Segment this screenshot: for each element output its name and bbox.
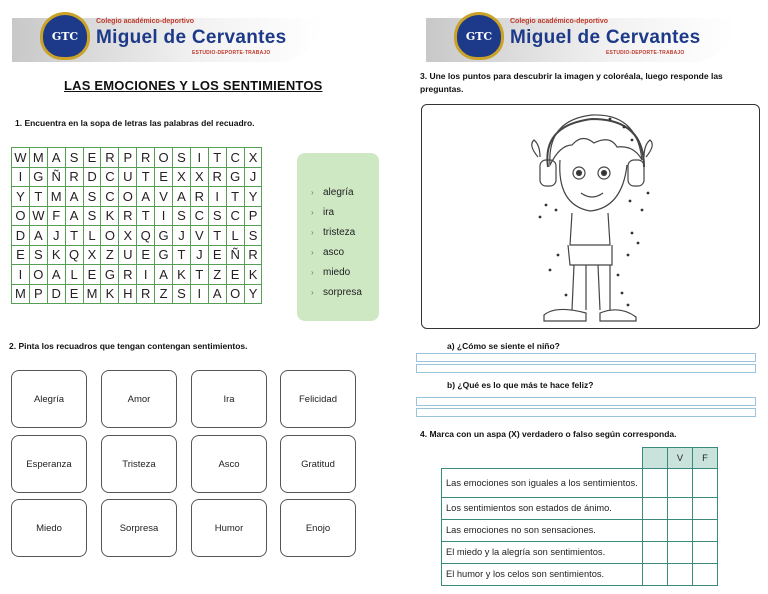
answer-line-a2[interactable] <box>416 364 756 373</box>
grid-cell[interactable]: I <box>155 206 173 226</box>
header-empty-cell <box>643 448 668 469</box>
mark-cell-f[interactable] <box>693 564 718 586</box>
grid-row <box>12 226 262 246</box>
grid-cell[interactable]: X <box>190 167 208 187</box>
table-row <box>442 564 718 586</box>
emotion-card[interactable]: Alegría <box>11 370 87 428</box>
word-item: › alegría <box>311 183 379 203</box>
grid-cell[interactable]: A <box>47 148 65 168</box>
grid-cell[interactable]: A <box>47 265 65 285</box>
emotion-card[interactable]: Enojo <box>280 499 356 557</box>
mark-cell-v[interactable] <box>668 542 693 564</box>
header-v: V <box>668 448 693 469</box>
emotion-card[interactable]: Asco <box>191 435 267 493</box>
emotion-card[interactable]: Felicidad <box>280 370 356 428</box>
grid-cell[interactable]: T <box>137 206 155 226</box>
mark-cell-v[interactable] <box>668 469 693 498</box>
grid-cell[interactable]: A <box>29 226 47 246</box>
grid-cell[interactable]: T <box>208 148 226 168</box>
grid-cell[interactable]: I <box>137 265 155 285</box>
grid-cell[interactable]: S <box>65 148 83 168</box>
emotion-card[interactable]: Humor <box>191 499 267 557</box>
grid-cell[interactable]: R <box>137 148 155 168</box>
grid-cell[interactable]: I <box>12 167 30 187</box>
connect-dots-image-frame <box>421 104 760 329</box>
grid-cell[interactable]: X <box>119 226 137 246</box>
grid-cell[interactable]: X <box>244 148 262 168</box>
grid-cell[interactable]: G <box>226 167 244 187</box>
emotion-card[interactable]: Sorpresa <box>101 499 177 557</box>
school-subtitle: Colegio académico-deportivo <box>510 18 609 25</box>
answer-line-a1[interactable] <box>416 353 756 362</box>
grid-cell[interactable]: T <box>226 187 244 207</box>
mark-cell-f[interactable] <box>693 498 718 520</box>
grid-cell[interactable]: O <box>29 265 47 285</box>
true-false-table <box>441 447 718 586</box>
grid-cell[interactable]: E <box>12 245 30 265</box>
grid-cell[interactable]: R <box>65 167 83 187</box>
table-row <box>442 469 718 498</box>
mark-cell-v[interactable] <box>668 520 693 542</box>
grid-cell[interactable]: T <box>208 226 226 246</box>
grid-cell[interactable]: E <box>226 265 244 285</box>
grid-cell[interactable]: M <box>83 284 101 304</box>
grid-cell[interactable]: E <box>137 245 155 265</box>
grid-cell[interactable]: L <box>83 226 101 246</box>
grid-row <box>12 187 262 207</box>
school-seal-logo: GTC <box>454 12 504 60</box>
grid-cell[interactable]: O <box>155 148 173 168</box>
grid-cell[interactable]: E <box>83 265 101 285</box>
grid-cell[interactable]: O <box>119 187 137 207</box>
grid-cell[interactable]: J <box>190 245 208 265</box>
grid-cell[interactable]: M <box>12 284 30 304</box>
grid-cell[interactable]: R <box>244 245 262 265</box>
grid-cell[interactable]: V <box>190 226 208 246</box>
grid-cell[interactable]: C <box>226 206 244 226</box>
grid-cell[interactable]: E <box>83 148 101 168</box>
emotion-card[interactable]: Amor <box>101 370 177 428</box>
grid-cell[interactable]: C <box>190 206 208 226</box>
grid-cell[interactable]: K <box>101 206 119 226</box>
answer-line-b2[interactable] <box>416 408 756 417</box>
grid-cell[interactable]: C <box>226 148 244 168</box>
school-motto: ESTUDIO-DEPORTE-TRABAJO <box>606 50 685 56</box>
grid-cell[interactable]: D <box>12 226 30 246</box>
grid-cell[interactable]: S <box>208 206 226 226</box>
grid-cell[interactable]: E <box>208 245 226 265</box>
grid-cell[interactable]: X <box>173 167 191 187</box>
mark-cell-f[interactable] <box>693 469 718 498</box>
grid-cell[interactable]: U <box>119 167 137 187</box>
mark-cell[interactable] <box>643 564 668 586</box>
statement: Las emociones no son sensaciones. <box>442 520 643 542</box>
grid-cell[interactable]: O <box>101 226 119 246</box>
grid-cell[interactable]: Z <box>101 245 119 265</box>
emotion-card[interactable]: Ira <box>191 370 267 428</box>
school-subtitle: Colegio académico-deportivo <box>96 18 195 25</box>
grid-cell[interactable]: I <box>190 148 208 168</box>
emotion-card[interactable]: Miedo <box>11 499 87 557</box>
grid-cell[interactable]: I <box>208 187 226 207</box>
grid-cell[interactable]: S <box>173 284 191 304</box>
word-item: › miedo <box>311 263 379 283</box>
page-title: LAS EMOCIONES Y LOS SENTIMIENTOS <box>64 78 323 93</box>
grid-row <box>12 148 262 168</box>
grid-cell[interactable]: L <box>226 226 244 246</box>
grid-cell[interactable]: E <box>65 284 83 304</box>
grid-cell[interactable]: X <box>83 245 101 265</box>
grid-cell[interactable]: O <box>12 206 30 226</box>
grid-cell[interactable]: C <box>101 167 119 187</box>
grid-row <box>12 206 262 226</box>
question-a: a) ¿Cómo se siente el niño? <box>447 341 560 351</box>
mark-cell-f[interactable] <box>693 542 718 564</box>
grid-row <box>12 265 262 285</box>
grid-cell[interactable]: W <box>29 206 47 226</box>
grid-cell[interactable]: Ñ <box>47 167 65 187</box>
grid-cell[interactable]: K <box>101 284 119 304</box>
grid-row <box>12 284 262 304</box>
school-name: Miguel de Cervantes <box>510 27 701 48</box>
answer-line-b1[interactable] <box>416 397 756 406</box>
statement: El humor y los celos son sentimientos. <box>442 564 643 586</box>
grid-cell[interactable]: T <box>190 265 208 285</box>
grid-cell[interactable]: T <box>137 167 155 187</box>
grid-cell[interactable]: S <box>83 187 101 207</box>
grid-cell[interactable]: R <box>190 187 208 207</box>
grid-cell[interactable]: E <box>155 167 173 187</box>
emotion-card[interactable]: Esperanza <box>11 435 87 493</box>
grid-cell[interactable]: W <box>12 148 30 168</box>
word-item: › asco <box>311 243 379 263</box>
mark-cell-v[interactable] <box>668 564 693 586</box>
grid-cell[interactable]: S <box>173 206 191 226</box>
grid-cell[interactable]: Q <box>137 226 155 246</box>
grid-cell[interactable]: D <box>83 167 101 187</box>
grid-cell[interactable]: J <box>47 226 65 246</box>
word-list-box <box>297 153 379 321</box>
mark-cell-f[interactable] <box>693 520 718 542</box>
grid-row <box>12 167 262 187</box>
grid-cell[interactable]: Y <box>244 187 262 207</box>
word-item: › ira <box>311 203 379 223</box>
grid-cell[interactable]: P <box>29 284 47 304</box>
header-f: F <box>693 448 718 469</box>
header-blank <box>442 448 643 469</box>
grid-cell[interactable]: G <box>155 226 173 246</box>
grid-cell[interactable]: O <box>226 284 244 304</box>
grid-cell[interactable]: L <box>65 265 83 285</box>
grid-cell[interactable]: S <box>244 226 262 246</box>
word-item: › tristeza <box>311 223 379 243</box>
grid-cell[interactable]: G <box>101 265 119 285</box>
grid-cell[interactable]: P <box>244 206 262 226</box>
table-row <box>442 498 718 520</box>
connect-dots-boy-illustration <box>422 105 759 328</box>
mark-cell[interactable] <box>643 469 668 498</box>
grid-cell[interactable]: J <box>244 167 262 187</box>
table-header-row <box>442 448 718 469</box>
grid-cell[interactable]: J <box>173 226 191 246</box>
grid-cell[interactable]: A <box>65 206 83 226</box>
school-header-right <box>426 10 746 62</box>
grid-cell[interactable]: A <box>65 187 83 207</box>
mark-cell[interactable] <box>643 498 668 520</box>
statement: Las emociones son iguales a los sentimientos. <box>442 469 643 498</box>
grid-cell[interactable]: S <box>83 206 101 226</box>
question-1: 1. Encuentra en la sopa de letras las palabras del recuadro. <box>15 118 255 128</box>
word-search-grid <box>11 147 262 304</box>
grid-cell[interactable]: R <box>208 167 226 187</box>
word-item: › sorpresa <box>311 283 379 303</box>
grid-cell[interactable]: F <box>47 206 65 226</box>
school-name: Miguel de Cervantes <box>96 27 287 48</box>
grid-cell[interactable]: A <box>155 265 173 285</box>
mark-cell-v[interactable] <box>668 498 693 520</box>
question-3: 3. Une los puntos para descubrir la imagen y coloréala, luego responde las preguntas. <box>420 71 723 94</box>
grid-cell[interactable]: M <box>29 148 47 168</box>
school-seal-logo: GTC <box>40 12 90 60</box>
grid-cell[interactable]: T <box>29 187 47 207</box>
grid-cell[interactable]: G <box>29 167 47 187</box>
emotion-card[interactable]: Tristeza <box>101 435 177 493</box>
grid-cell[interactable]: I <box>190 284 208 304</box>
grid-cell[interactable]: Ñ <box>226 245 244 265</box>
grid-cell[interactable]: Z <box>155 284 173 304</box>
question-2: 2. Pinta los recuadros que tengan contengan sentimientos. <box>9 341 248 351</box>
mark-cell[interactable] <box>643 520 668 542</box>
statement: El miedo y la alegría son sentimientos. <box>442 542 643 564</box>
grid-cell[interactable]: M <box>47 187 65 207</box>
grid-cell[interactable]: Y <box>12 187 30 207</box>
grid-cell[interactable]: K <box>244 265 262 285</box>
grid-cell[interactable]: V <box>155 187 173 207</box>
grid-cell[interactable]: S <box>173 148 191 168</box>
grid-cell[interactable]: I <box>12 265 30 285</box>
table-row <box>442 542 718 564</box>
grid-cell[interactable]: K <box>173 265 191 285</box>
grid-cell[interactable]: A <box>173 187 191 207</box>
grid-cell[interactable]: P <box>119 148 137 168</box>
grid-cell[interactable]: C <box>101 187 119 207</box>
grid-cell[interactable]: D <box>47 284 65 304</box>
question-b: b) ¿Qué es lo que más te hace feliz? <box>447 380 594 390</box>
school-motto: ESTUDIO-DEPORTE-TRABAJO <box>192 50 271 56</box>
table-row <box>442 520 718 542</box>
grid-cell[interactable]: Q <box>65 245 83 265</box>
school-header-left <box>12 10 332 62</box>
emotion-card[interactable]: Gratitud <box>280 435 356 493</box>
grid-cell[interactable]: K <box>47 245 65 265</box>
grid-cell[interactable]: R <box>101 148 119 168</box>
grid-cell[interactable]: H <box>119 284 137 304</box>
grid-cell[interactable]: Y <box>244 284 262 304</box>
grid-cell[interactable]: R <box>137 284 155 304</box>
grid-cell[interactable]: A <box>208 284 226 304</box>
mark-cell[interactable] <box>643 542 668 564</box>
grid-cell[interactable]: S <box>29 245 47 265</box>
statement: Los sentimientos son estados de ánimo. <box>442 498 643 520</box>
grid-cell[interactable]: G <box>155 245 173 265</box>
grid-cell[interactable]: T <box>173 245 191 265</box>
question-4: 4. Marca con un aspa (X) verdadero o falso según corresponda. <box>420 429 677 439</box>
grid-cell[interactable]: R <box>119 265 137 285</box>
grid-row <box>12 245 262 265</box>
grid-cell[interactable]: T <box>65 226 83 246</box>
grid-cell[interactable]: U <box>119 245 137 265</box>
grid-cell[interactable]: A <box>137 187 155 207</box>
grid-cell[interactable]: Z <box>208 265 226 285</box>
grid-cell[interactable]: R <box>119 206 137 226</box>
